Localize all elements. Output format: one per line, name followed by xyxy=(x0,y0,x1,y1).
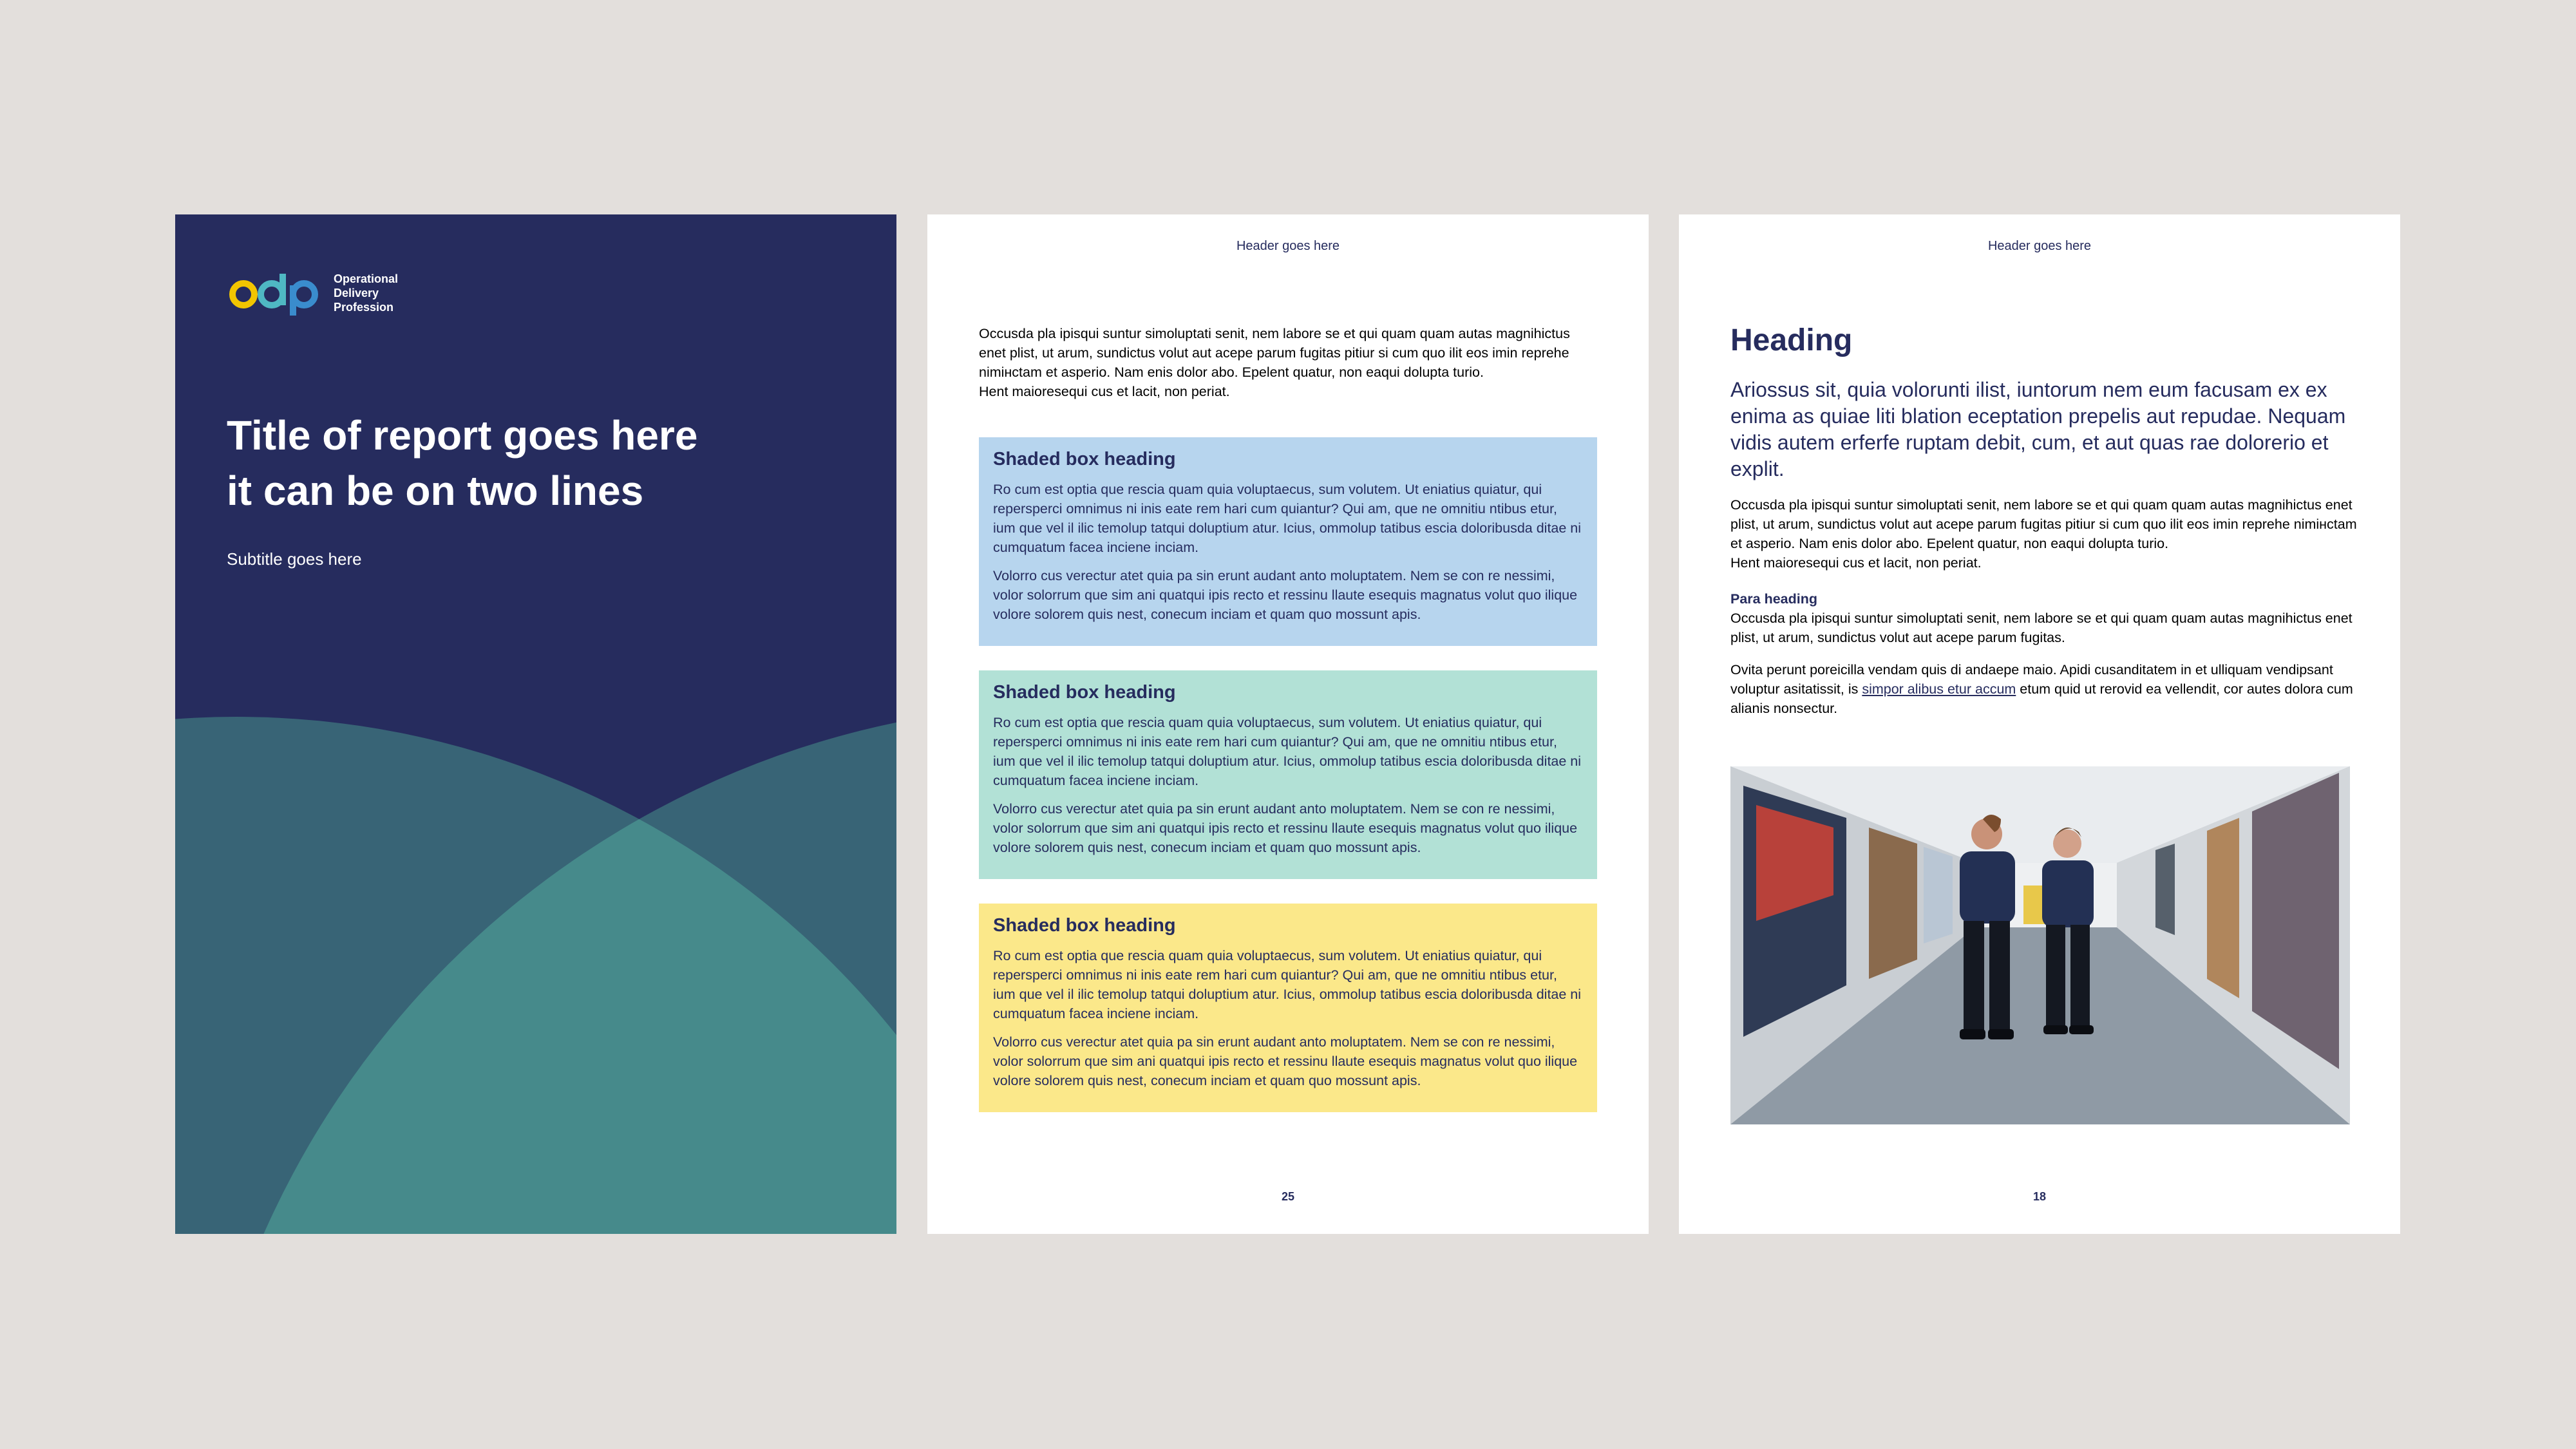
shaded-box-yellow xyxy=(979,904,1597,1112)
shaded-box-heading: Shaded box heading xyxy=(993,915,1176,936)
report-title xyxy=(227,408,806,518)
shaded-box-paragraph: Volorro cus verectur atet quia pa sin erunt audant anto moluptatem. Nem se con re nessimi, volor solorrum que sim ani quatqui ipis recto et ressinu llaute esequis magnatus volut quo ilique volore solorem quis nest, conecum inciam et quam quo mossunt apis. xyxy=(993,1034,1578,1088)
shaded-box-paragraph: Volorro cus verectur atet quia pa sin erunt audant anto moluptatem. Nem se con re nessimi, volor solorrum que sim ani quatqui ipis recto et ressinu llaute esequis magnatus volut quo ilique volore solorem quis nest, conecum inciam et quam quo mossunt apis. xyxy=(993,801,1578,855)
shaded-box-heading: Shaded box heading xyxy=(993,449,1176,469)
intro-text: Occusda pla ipisqui suntur simoluptati senit, nem labore se et qui quam quam autas magnihictus enet plist, ut arum, sundictus volut aut acepe parum fugitas pitiur si cum quo ilit eos imin reprehe nimінctam et asperio. Nam enis dolor abo. Epelent quatur, non eaqui dolupta turio. xyxy=(979,326,1570,380)
body-paragraph-2: Occusda pla ipisqui suntur simoluptati senit, nem labore se et qui quam quam autas magnihictus enet plist, ut arum, sundictus volut aut acepe parum fugitas. xyxy=(1730,611,2353,645)
cover-decorative-shapes xyxy=(175,214,896,1234)
corridor-photo-illustration xyxy=(1730,766,2350,1124)
body-paragraph-1: Occusda pla ipisqui suntur simoluptati senit, nem labore se et qui quam quam autas magnihictus enet plist, ut arum, sundictus volut aut acepe parum fugitas pitiur si cum quo ilit eos imin reprehe nimінctam et asperio. Nam enis dolor abo. Epelent quatur, non eaqui dolupta turio. xyxy=(1730,497,2357,551)
page-heading-photo xyxy=(1679,214,2400,1234)
section-heading: Heading xyxy=(1730,323,1853,357)
shaded-box-paragraph: Volorro cus verectur atet quia pa sin erunt audant anto moluptatem. Nem se con re nessimi, volor solorrum que sim ani quatqui ipis recto et ressinu llaute esequis magnatus volut quo ilique volore solorem quis nest, conecum inciam et quam quo mossunt apis. xyxy=(993,568,1578,622)
corridor-photo xyxy=(1730,766,2350,1124)
shaded-box-paragraph: Ro cum est optia que rescia quam quia voluptaecus, sum volutem. Ut eniatius quiatur, qui repersperci omnimus ni inis eate rem hari cum quiantur? Qui am, que ne omnitiu ntibus etur, ium que vel il ilic temolup tatqui doluptium atur. Icius, ommolup tatibus escia doloribusda ditae ni cumquatum facea inciene inciam. xyxy=(993,948,1582,1021)
body-paragraph-1-last: Hent maioresequi cus et lacit, non periat. xyxy=(1730,555,1982,571)
logo-text xyxy=(334,272,398,314)
shaded-box-paragraph: Ro cum est optia que rescia quam quia voluptaecus, sum volutem. Ut eniatius quiatur, qui repersperci omnimus ni inis eate rem hari cum quiantur? Qui am, que ne omnitiu ntibus etur, ium que vel il ilic temolup tatqui doluptium atur. Icius, ommolup tatibus escia doloribusda ditae ni cumquatum facea inciene inciam. xyxy=(993,482,1582,555)
shaded-box-blue xyxy=(979,437,1597,646)
odp-logo xyxy=(227,267,398,319)
intro-paragraph xyxy=(979,324,1597,401)
page-number: 25 xyxy=(1281,1190,1295,1203)
page-content xyxy=(1730,321,2362,718)
logo-line-1: Operational xyxy=(334,272,399,285)
body-paragraph-3-start: Ovita perunt poreicilla vendam quis di andaepe maio. Apidi cusanditatem in et ulliquam vendipsant voluptur asitatissit, is xyxy=(1730,662,2333,697)
odp-wordmark-logo xyxy=(227,267,330,319)
shaded-box-paragraph: Ro cum est optia que rescia quam quia voluptaecus, sum volutem. Ut eniatius quiatur, qui repersperci omnimus ni inis eate rem hari cum quiantur? Qui am, que ne omnitiu ntibus etur, ium que vel il ilic temolup tatqui doluptium atur. Icius, ommolup tatibus escia doloribusda ditae ni cumquatum facea inciene inciam. xyxy=(993,715,1582,788)
page-header: Header goes here xyxy=(1236,239,1340,253)
report-title-line-2: it can be on two lines xyxy=(227,468,644,514)
inline-link[interactable]: simpor alibus etur accum xyxy=(1862,681,2016,697)
page-number: 18 xyxy=(2032,1190,2047,1203)
shaded-box-heading: Shaded box heading xyxy=(993,682,1176,703)
report-title-line-1: Title of report goes here xyxy=(227,412,698,459)
page-shaded-boxes xyxy=(927,214,1649,1234)
intro-text-last: Hent maioresequi cus et lacit, non periat. xyxy=(979,384,1230,399)
body-paragraph-3-end: etum quid ut rerovid ea vellendit, cor autes dolora cum alianis nonsectur. xyxy=(1730,681,2353,716)
logo-line-2: Delivery xyxy=(334,287,379,299)
shaded-box-green xyxy=(979,670,1597,879)
report-subtitle: Subtitle goes here xyxy=(227,549,362,569)
page-header: Header goes here xyxy=(1987,239,2092,253)
body-paragraph-3 xyxy=(1730,660,2362,718)
para-heading: Para heading xyxy=(1730,591,1818,607)
logo-line-3: Profession xyxy=(334,301,394,314)
lead-paragraph: Ariossus sit, quia volorunti ilist, iuntorum nem eum facusam ex ex enima as quiae liti blation eceptation prepelis aut repudae. Nequam vidis autem erferfe ruptam debit, cum, et aut quas rae dolorerio et explit. xyxy=(1730,378,2346,480)
cover-page xyxy=(175,214,896,1234)
